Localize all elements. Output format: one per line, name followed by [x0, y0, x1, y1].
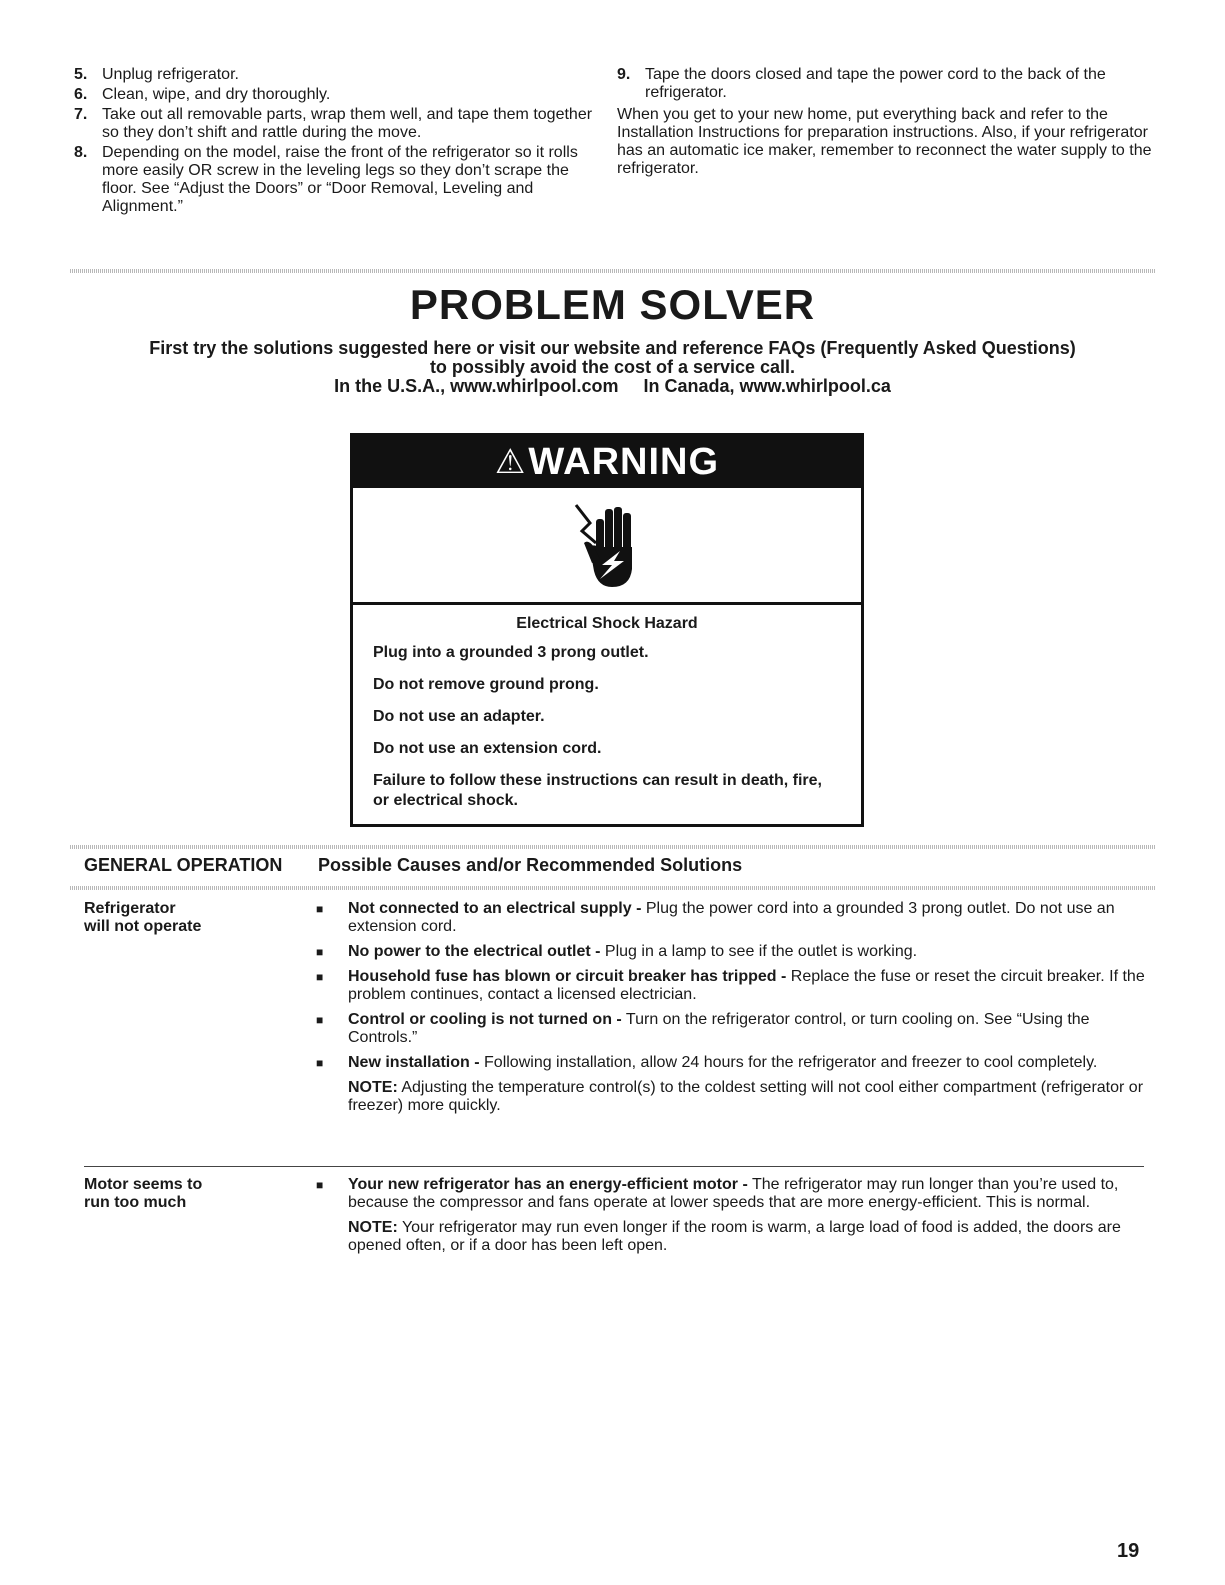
solution-item	[316, 1011, 1156, 1047]
intro-line-1: First try the solutions suggested here or visit our website and reference FAQs (Frequently Asked Questions)	[149, 338, 1076, 358]
note-text: Adjusting the temperature control(s) to the coldest setting will not cool either compartment (refrigerator or freezer) more quickly.	[348, 1079, 1144, 1114]
solution-text	[348, 968, 1156, 1004]
solution-detail: Turn on the refrigerator control, or turn cooling on. See “Using the Controls.”	[348, 1011, 1090, 1046]
note-text: Your refrigerator may run even longer if the room is warm, a large load of food is added, the doors are opened often, or if a door has been left open.	[348, 1219, 1121, 1254]
intro-text	[0, 339, 1225, 396]
step-text: Unplug refrigerator.	[102, 66, 239, 83]
warning-body	[353, 605, 861, 811]
warning-icon-area	[353, 488, 861, 605]
bullet-icon: ■	[316, 1013, 324, 1027]
solution-item	[316, 900, 1156, 936]
warning-header	[353, 436, 861, 488]
solution-text	[348, 1176, 1156, 1212]
solution-detail: Plug in a lamp to see if the outlet is working.	[600, 943, 918, 960]
note-label: NOTE:	[348, 1219, 398, 1236]
solution-detail: The refrigerator may run longer than you’re used to, because the compressor and fans operate at lower speeds that are more energy-efficient. This is normal.	[348, 1176, 1119, 1211]
solution-text	[348, 943, 1156, 961]
problem-line: run too much	[84, 1194, 187, 1211]
table-header-divider	[70, 886, 1155, 890]
solution-title: No power to the electrical outlet -	[348, 943, 601, 960]
solutions-list	[316, 900, 1156, 1122]
solutions-list	[316, 1176, 1156, 1262]
solution-title: Household fuse has blown or circuit breaker has tripped -	[348, 968, 787, 985]
solution-title: Not connected to an electrical supply -	[348, 900, 642, 917]
bullet-icon: ■	[316, 1056, 324, 1070]
intro-line-3: In the U.S.A., www.whirlpool.com In Canada, www.whirlpool.ca	[334, 376, 891, 396]
bullet-icon: ■	[316, 902, 324, 916]
step-number: 9.	[617, 66, 631, 83]
note	[348, 1079, 1156, 1115]
bullet-icon: ■	[316, 970, 324, 984]
step-text: Clean, wipe, and dry thoroughly.	[102, 86, 331, 103]
solution-title: New installation -	[348, 1054, 480, 1071]
step-text: Tape the doors closed and tape the power cord to the back of the refrigerator.	[645, 66, 1106, 101]
step-6	[74, 86, 594, 104]
step-text: Depending on the model, raise the front of the refrigerator so it rolls more easily OR screw in the leveling legs so they don’t scrape the floor. See “Adjust the Doors” or “Door Removal, Leveling and Alignment.”	[102, 144, 578, 215]
intro-line-2: to possibly avoid the cost of a service call.	[429, 357, 796, 377]
note-label: NOTE:	[348, 1079, 398, 1096]
warning-label: WARNING	[528, 440, 720, 483]
warning-rule: Plug into a grounded 3 prong outlet.	[373, 644, 649, 661]
warning-triangle-icon: ⚠	[494, 443, 527, 481]
warning-rule: Do not use an adapter.	[373, 708, 545, 725]
table-header-category: GENERAL OPERATION	[84, 855, 283, 875]
step-number: 5.	[74, 66, 88, 83]
step-text: Take out all removable parts, wrap them well, and tape them together so they don’t shift and rattle during the move.	[102, 106, 593, 141]
table-header-solutions: Possible Causes and/or Recommended Solutions	[318, 855, 743, 875]
warning-rule: Failure to follow these instructions can result in death, fire, or electrical shock.	[373, 772, 822, 809]
table-row	[84, 1166, 1144, 1254]
solution-item	[316, 1054, 1156, 1072]
page-number: 19	[1117, 1540, 1140, 1562]
solution-detail: Replace the fuse or reset the circuit breaker. If the problem continues, contact a licensed electrician.	[348, 968, 1145, 1003]
solution-detail: Following installation, allow 24 hours for the refrigerator and freezer to cool completely.	[479, 1054, 1098, 1071]
solution-title: Your new refrigerator has an energy-efficient motor -	[348, 1176, 748, 1193]
moving-paragraph: When you get to your new home, put everything back and refer to the Installation Instructions for preparation instructions. Also, if your refrigerator has an automatic ice maker, remember to reconnect the water supply to the refrigerator.	[617, 106, 1152, 177]
section-divider	[70, 269, 1155, 273]
solution-item	[316, 1176, 1156, 1212]
table-top-divider	[70, 845, 1155, 849]
bullet-icon: ■	[316, 945, 324, 959]
solution-text	[348, 1054, 1156, 1072]
problem-line: Motor seems to	[84, 1176, 203, 1193]
step-number: 6.	[74, 86, 88, 103]
warning-rule: Do not remove ground prong.	[373, 676, 599, 693]
problem-label	[84, 1176, 304, 1212]
solution-text	[348, 900, 1156, 936]
step-9	[617, 66, 1152, 102]
moving-steps-right	[617, 66, 1152, 178]
step-8	[74, 144, 594, 216]
warning-box	[350, 433, 864, 827]
solution-text	[348, 1011, 1156, 1047]
problem-label	[84, 900, 304, 936]
hazard-title: Electrical Shock Hazard	[516, 615, 698, 632]
problem-line: will not operate	[84, 918, 202, 935]
problem-line: Refrigerator	[84, 900, 176, 917]
solution-detail: Plug the power cord into a grounded 3 prong outlet. Do not use an extension cord.	[348, 900, 1115, 935]
moving-steps-left	[74, 66, 594, 218]
warning-rule: Do not use an extension cord.	[373, 740, 602, 757]
electrical-shock-hand-icon	[572, 499, 642, 591]
solution-item	[316, 943, 1156, 961]
step-7	[74, 106, 594, 142]
note	[348, 1219, 1156, 1255]
page-title: PROBLEM SOLVER	[409, 281, 816, 328]
bullet-icon: ■	[316, 1178, 324, 1192]
step-number: 8.	[74, 144, 88, 161]
solution-title: Control or cooling is not turned on -	[348, 1011, 622, 1028]
step-number: 7.	[74, 106, 88, 123]
solution-item	[316, 968, 1156, 1004]
step-5	[74, 66, 594, 84]
